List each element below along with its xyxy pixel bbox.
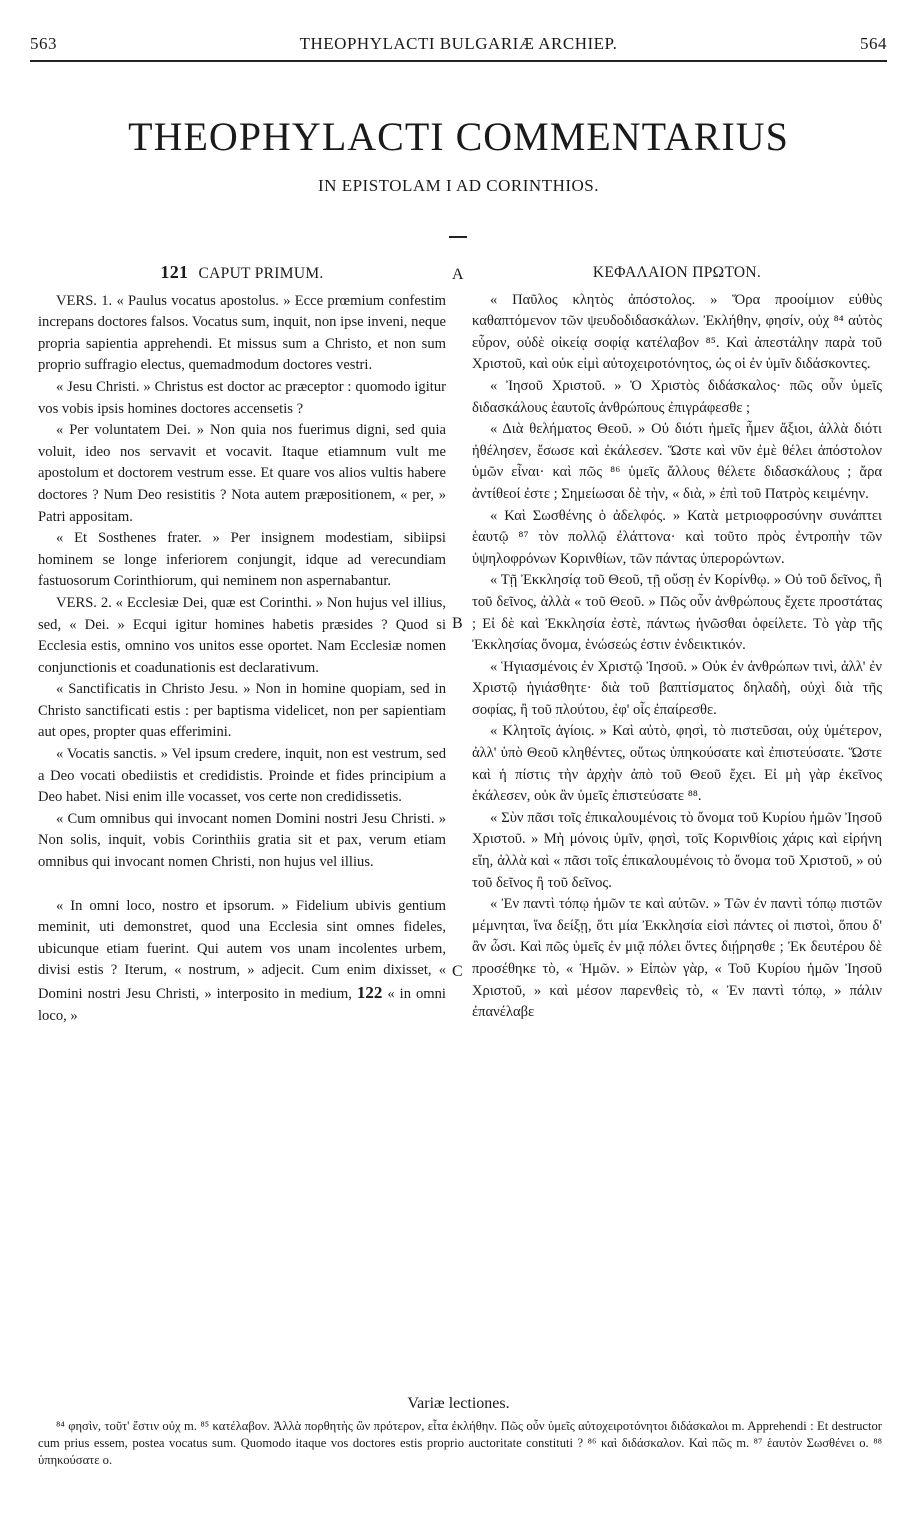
- paragraph-gap: [38, 874, 446, 896]
- latin-paragraph: « Jesu Christi. » Christus est doctor ac præceptor : quomodo igitur vos vobis ipsis homines doctores accensetis ?: [38, 378, 446, 417]
- latin-paragraph: VERS. 2. « Ecclesiæ Dei, quæ est Corinthi. » Non hujus vel illius, sed, « Dei. » Ecqui igitur homines habetis præsides ? Quod si Ecclesia estis, omnino vos unitos esse oportet. Nam Ecclesiæ nomen conjunctionis et coadunationis est declarativum.: [38, 594, 446, 676]
- greek-paragraph: « Ἐν παντὶ τόπῳ ἡμῶν τε καὶ αὐτῶν. » Τῶν ἐν παντὶ τόπῳ πιστῶν μέμνηται, ἵνα δείξῃ, ὅτι μία Ἐκκλησία εἰσὶ πάντες οἱ πιστοὶ, ὅπου δ' ἂν ὦσι. Καὶ πῶς ὑμεῖς ἐν μιᾷ πόλει ὄντες διῄρησθε ; Ἐκ δευτέρου δὲ προσέθηκε τὸ, « Ἡμῶν. » Εἰπὼν γὰρ, « Τοῦ Κυρίου ἡμῶν Ἰησοῦ Χριστοῦ, » καὶ μέσον παρενθεὶς τὸ, « Ἐν παντὶ τόπῳ, » πάλιν ἐπανέλαβε: [472, 896, 882, 1021]
- greek-paragraph: « Διὰ θελήματος Θεοῦ. » Οὐ διότι ἡμεῖς ἦμεν ἄξιοι, ἀλλὰ διότι ἠθέλησεν, ἔσωσε καὶ ἐκάλεσεν. Ὥστε καὶ νῦν ἐμὲ θέλει ἀπόστολον ὑμῶν εἶναι· καὶ πῶς ⁸⁶ ὑμεῖς ἄλλους θέλετε διδασκάλους ; ἄρα ἀντίθεοί ἐστε ; Σημείωσαι δὲ τὴν, « διὰ, » ἐπὶ τοῦ Πατρὸς κειμένην.: [472, 421, 882, 502]
- greek-paragraph: « Καὶ Σωσθένης ὁ ἀδελφός. » Κατὰ μετριοφροσύνην συνάπτει ἑαυτῷ ⁸⁷ τὸν πολλῷ ἐλάττονα· καὶ τοῦτο πρὸς ἐντροπὴν τῶν ὑψηλοφρόνων Κορινθίων, τῶν πάντας ὑπερορώντων.: [472, 507, 882, 567]
- greek-chapter-heading: ΚΕΦΑΛΑΙΟΝ ΠΡΩΤΟΝ.: [592, 264, 762, 281]
- greek-paragraph: « Σὺν πᾶσι τοῖς ἐπικαλουμένοις τὸ ὄνομα τοῦ Κυρίου ἡμῶν Ἰησοῦ Χριστοῦ. » Μὴ μόνοις ὑμῖν, φησὶ, τοῖς Κορινθίοις χάρις καὶ εἰρήνη εἴη, ἀλλὰ καὶ « πᾶσι τοῖς ἐπικαλουμένοις τὸ ὄνομα τοῦ Χριστοῦ, » οὐ τοῦ δεῖνος ἢ τοῦ δεῖνος.: [472, 809, 882, 891]
- greek-paragraph: « Κλητοῖς ἁγίοις. » Καὶ αὐτὸ, φησὶ, τὸ πιστεῦσαι, οὐχ ὑμέτερον, ἀλλ' ὑπὸ Θεοῦ κληθέντες, οὕτως ὑπηκούσατε καὶ ἐπιστεύσατε. Ὥστε καὶ ἡ πίστις τὴν ἀρχὴν ἀπὸ τοῦ Θεοῦ ἔχει. Εἰ μὴ γὰρ ἐκεῖνος ἐκάλεσεν, οὐκ ἂν ὑμεῖς ἐπιστεύσατε ⁸⁸.: [472, 723, 882, 805]
- latin-paragraph: « Et Sosthenes frater. » Per insignem modestiam, sibiipsi hominem se longe inferiorem conjungit, idque ad verecundiam fastuosorum Corinthiorum, qui neminem non aspernabantur.: [38, 530, 446, 590]
- section-marker-b: B: [452, 615, 463, 632]
- section-marker-c: C: [452, 963, 463, 980]
- column-number: 121: [160, 262, 189, 282]
- latin-paragraph: « Vocatis sanctis. » Vel ipsum credere, inquit, non est vestrum, sed a Deo vocati obediistis et credidistis. Proinde et fides principium a Deo habet. Nisi enim ille vocasset, vos certe non credidissetis.: [38, 746, 446, 806]
- section-marker-a: A: [452, 266, 464, 283]
- greek-paragraph: « Ἡγιασμένοις ἐν Χριστῷ Ἰησοῦ. » Οὐκ ἐν ἀνθρώπων τινὶ, ἀλλ' ἐν Χριστῷ ἡγιάσθητε· διὰ τοῦ βαπτίσματος δηλαδὴ, οὐχὶ διὰ τῆς σοφίας, ἢ τοῦ πλούτου, ἐφ' οἷς ἐπαίρεσθε.: [472, 658, 882, 718]
- variae-lectiones-heading: Variæ lectiones.: [407, 1395, 510, 1412]
- page-title: THEOPHYLACTI COMMENTARIUS: [128, 114, 789, 159]
- page-number-left: 563: [30, 34, 57, 53]
- page-subtitle: IN EPISTOLAM I AD CORINTHIOS.: [318, 176, 599, 195]
- title-dash-divider: [449, 236, 467, 238]
- inline-column-number: 122: [356, 983, 383, 1002]
- greek-column: [472, 262, 882, 1024]
- latin-paragraph: VERS. 1. « Paulus vocatus apostolus. » Ecce prœmium confestim increpans doctores falsos. Vocatus sum, inquit, non ipse inveni, neque propria sapientia apprehendi. Et missus sum a Christo, et non sum proprio suffragio electus, quemadmodum doctores vestri.: [38, 292, 446, 374]
- greek-paragraph: « Παῦλος κλητὸς ἀπόστολος. » Ὅρα προοίμιον εὐθὺς καθαπτόμενον τῶν ψευδοδιδασκάλων. Ἐκλήθην, φησίν, οὐχ ⁸⁴ αὐτὸς εὗρον, οὐδὲ οἰκείᾳ σοφίᾳ κατέλαβον ⁸⁵. Καὶ ἀπεστάλην παρὰ τοῦ Χριστοῦ, καὶ οὐκ εἰμὶ αὐτοχειροτόνητος, ὡς οἱ ἐν ὑμῖν διδάσκοντες.: [472, 291, 882, 373]
- latin-paragraph: « Per voluntatem Dei. » Non quia nos fuerimus digni, sed quia voluit, ideo nos servavit et vocavit. Itaque etiamnum vult me apostolum et doctorem vestrum esse. Et quare vos alios vultis habere doctores ? Num Deo resistitis ? Nota autem præpositionem, « per, » Patri appositam.: [38, 422, 446, 525]
- latin-chapter-heading: [38, 262, 446, 285]
- latin-last-tail: « in omni loco, »: [38, 986, 446, 1024]
- footnotes: [38, 1418, 882, 1469]
- greek-paragraph: « Ἰησοῦ Χριστοῦ. » Ὁ Χριστὸς διδάσκαλος· πῶς οὖν ὑμεῖς διδασκάλους ἑαυτοῖς ἀνθρώπους ἐπιγράφεσθε ;: [472, 377, 882, 416]
- latin-heading-text: CAPUT PRIMUM.: [198, 265, 324, 282]
- latin-column: [38, 262, 446, 1027]
- running-head-title: THEOPHYLACTI BULGARIÆ ARCHIEP.: [299, 34, 618, 53]
- header-rule: [30, 60, 887, 62]
- latin-paragraph: « Sanctificatis in Christo Jesu. » Non in homine quopiam, sed in Christo sanctificati estis : per baptisma videlicet, non per sapientiam aut opes, propter quas efferimini.: [38, 681, 446, 741]
- latin-last-text: « In omni loco, nostro et ipsorum. » Fidelium ubivis gentium meminit, uti demonstret, quod una Ecclesia sint omnes fideles, ubicunque etiam fuerint. Qui autem vos unam incolentes urbem, divisi estis ? Iterum, « nostrum, » adjecit. Cum enim dixisset, « Domini nostri Jesu Christi, » interposito in medium,: [38, 897, 446, 1002]
- page-number-right: 564: [860, 34, 887, 53]
- latin-paragraph: « Cum omnibus qui invocant nomen Domini nostri Jesu Christi. » Non solis, inquit, vobis Corinthiis gratia sit et pax, verum etiam omnibus qui invocant nomen Christi, non hujus vel illius.: [38, 810, 446, 871]
- running-head: [30, 34, 887, 56]
- latin-paragraph-last: [38, 896, 446, 1028]
- footnote-text: ⁸⁴ φησὶν, τοῦτ' ἔστιν οὐχ m. ⁸⁵ κατέλαβον. Ἀλλὰ πορθητὴς ὢν πρότερον, εἶτα ἐκλήθην. Πῶς οὖν ὑμεῖς αὐτοχειροτόνητοι διδάσκαλοι m. Apprehendi : Et destructor cum prius essem, postea vocatus sum. Quomodo itaque vos doctores estis proprio auctoritate constituti ? ⁸⁶ καὶ διδάσκαλον. Καὶ πῶς m. ⁸⁷ ἑαυτὸν Σωσθένει o. ⁸⁸ ὑπηκούσατε o.: [38, 1419, 882, 1467]
- greek-paragraph: « Τῇ Ἐκκλησίᾳ τοῦ Θεοῦ, τῇ οὔσῃ ἐν Κορίνθῳ. » Οὐ τοῦ δεῖνος, ἢ τοῦ δεῖνος, ἀλλὰ « τοῦ Θεοῦ. » Πῶς οὖν ἀνθρώπους ἔχετε προστάτας ; Εἰ δὲ καὶ Ἐκκλησία ἐστὲ, πάντως ἡνῶσθαι ὀφείλετε. Τὸ γὰρ τῆς Ἐκκλησίας ὄνομα, ἑνώσεώς ἐστιν ἐνδεικτικόν.: [472, 572, 882, 654]
